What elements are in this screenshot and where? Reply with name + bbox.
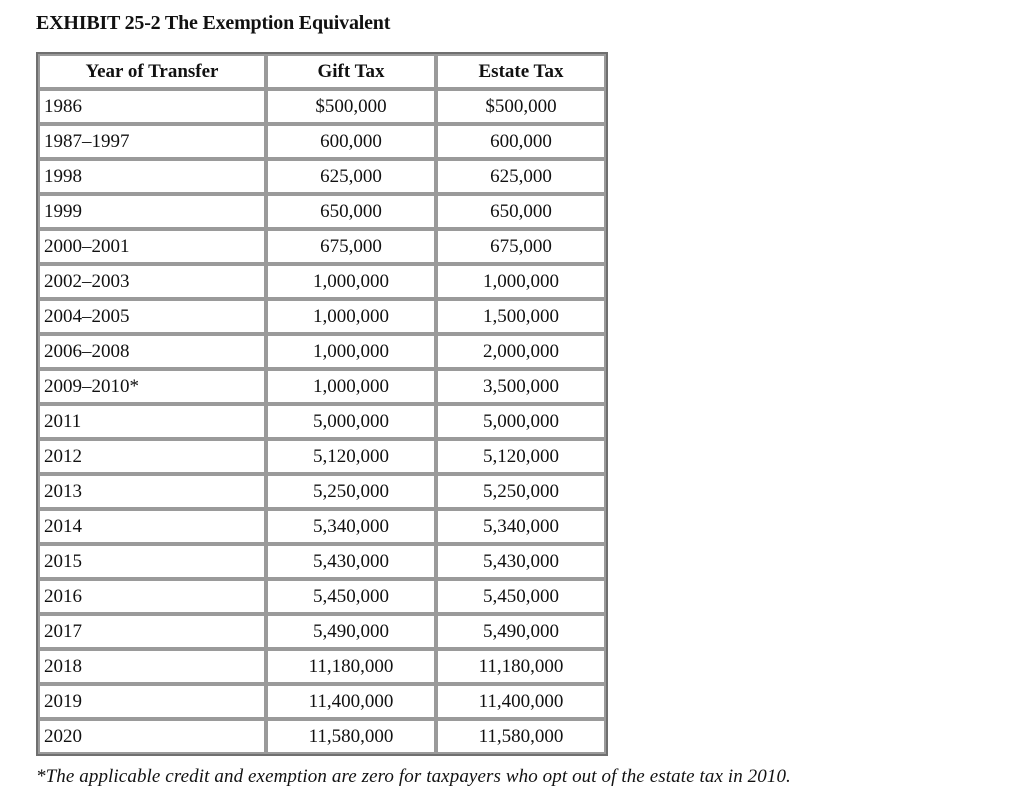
year-cell: 2000–2001 <box>38 229 266 264</box>
gift-tax-cell: 600,000 <box>266 124 436 159</box>
year-cell: 2016 <box>38 579 266 614</box>
table-row <box>38 299 606 334</box>
table-row <box>38 264 606 299</box>
gift-tax-cell: 5,450,000 <box>266 579 436 614</box>
header-year-of-transfer: Year of Transfer <box>38 54 266 89</box>
gift-tax-cell: 650,000 <box>266 194 436 229</box>
gift-tax-cell: 11,580,000 <box>266 719 436 754</box>
gift-tax-cell: 5,250,000 <box>266 474 436 509</box>
estate-tax-cell: 600,000 <box>436 124 606 159</box>
estate-tax-cell: 1,000,000 <box>436 264 606 299</box>
estate-tax-cell: 5,450,000 <box>436 579 606 614</box>
year-cell: 1999 <box>38 194 266 229</box>
gift-tax-cell: 11,180,000 <box>266 649 436 684</box>
year-cell: 2020 <box>38 719 266 754</box>
table-row <box>38 404 606 439</box>
estate-tax-cell: 1,500,000 <box>436 299 606 334</box>
year-cell: 2006–2008 <box>38 334 266 369</box>
gift-tax-cell: 1,000,000 <box>266 264 436 299</box>
estate-tax-cell: 650,000 <box>436 194 606 229</box>
gift-tax-cell: 5,490,000 <box>266 614 436 649</box>
gift-tax-cell: 5,120,000 <box>266 439 436 474</box>
estate-tax-cell: 675,000 <box>436 229 606 264</box>
exemption-table <box>36 52 608 756</box>
table-row <box>38 194 606 229</box>
table-row <box>38 684 606 719</box>
gift-tax-cell: 1,000,000 <box>266 334 436 369</box>
estate-tax-cell: 11,180,000 <box>436 649 606 684</box>
table-row <box>38 334 606 369</box>
estate-tax-cell: 2,000,000 <box>436 334 606 369</box>
estate-tax-cell: 11,400,000 <box>436 684 606 719</box>
gift-tax-cell: 1,000,000 <box>266 299 436 334</box>
table-row <box>38 719 606 754</box>
year-cell: 2015 <box>38 544 266 579</box>
estate-tax-cell: 5,340,000 <box>436 509 606 544</box>
year-cell: 1986 <box>38 89 266 124</box>
table-row <box>38 229 606 264</box>
gift-tax-cell: 11,400,000 <box>266 684 436 719</box>
table-row <box>38 159 606 194</box>
gift-tax-cell: 675,000 <box>266 229 436 264</box>
table-row <box>38 124 606 159</box>
estate-tax-cell: 625,000 <box>436 159 606 194</box>
header-gift-tax: Gift Tax <box>266 54 436 89</box>
gift-tax-cell: 1,000,000 <box>266 369 436 404</box>
year-cell: 2018 <box>38 649 266 684</box>
year-cell: 1998 <box>38 159 266 194</box>
year-cell: 2012 <box>38 439 266 474</box>
gift-tax-cell: $500,000 <box>266 89 436 124</box>
footnote: *The applicable credit and exemption are zero for taxpayers who opt out of the estate tax in 2010. <box>36 766 791 787</box>
year-cell: 2002–2003 <box>38 264 266 299</box>
gift-tax-cell: 5,430,000 <box>266 544 436 579</box>
table-row <box>38 579 606 614</box>
table-row <box>38 439 606 474</box>
table-body <box>38 89 606 754</box>
estate-tax-cell: 5,430,000 <box>436 544 606 579</box>
table-header <box>38 54 606 89</box>
year-cell: 1987–1997 <box>38 124 266 159</box>
table-row <box>38 474 606 509</box>
year-cell: 2004–2005 <box>38 299 266 334</box>
gift-tax-cell: 625,000 <box>266 159 436 194</box>
estate-tax-cell: $500,000 <box>436 89 606 124</box>
year-cell: 2011 <box>38 404 266 439</box>
header-row <box>38 54 606 89</box>
estate-tax-cell: 5,490,000 <box>436 614 606 649</box>
table-row <box>38 544 606 579</box>
exhibit-title: EXHIBIT 25-2 The Exemption Equivalent <box>36 12 391 34</box>
table-row <box>38 614 606 649</box>
table-row <box>38 509 606 544</box>
estate-tax-cell: 5,000,000 <box>436 404 606 439</box>
estate-tax-cell: 3,500,000 <box>436 369 606 404</box>
year-cell: 2013 <box>38 474 266 509</box>
table-row <box>38 89 606 124</box>
year-cell: 2014 <box>38 509 266 544</box>
table-row <box>38 369 606 404</box>
estate-tax-cell: 11,580,000 <box>436 719 606 754</box>
year-cell: 2009–2010* <box>38 369 266 404</box>
header-estate-tax: Estate Tax <box>436 54 606 89</box>
estate-tax-cell: 5,250,000 <box>436 474 606 509</box>
estate-tax-cell: 5,120,000 <box>436 439 606 474</box>
year-cell: 2019 <box>38 684 266 719</box>
year-cell: 2017 <box>38 614 266 649</box>
gift-tax-cell: 5,340,000 <box>266 509 436 544</box>
gift-tax-cell: 5,000,000 <box>266 404 436 439</box>
table-row <box>38 649 606 684</box>
